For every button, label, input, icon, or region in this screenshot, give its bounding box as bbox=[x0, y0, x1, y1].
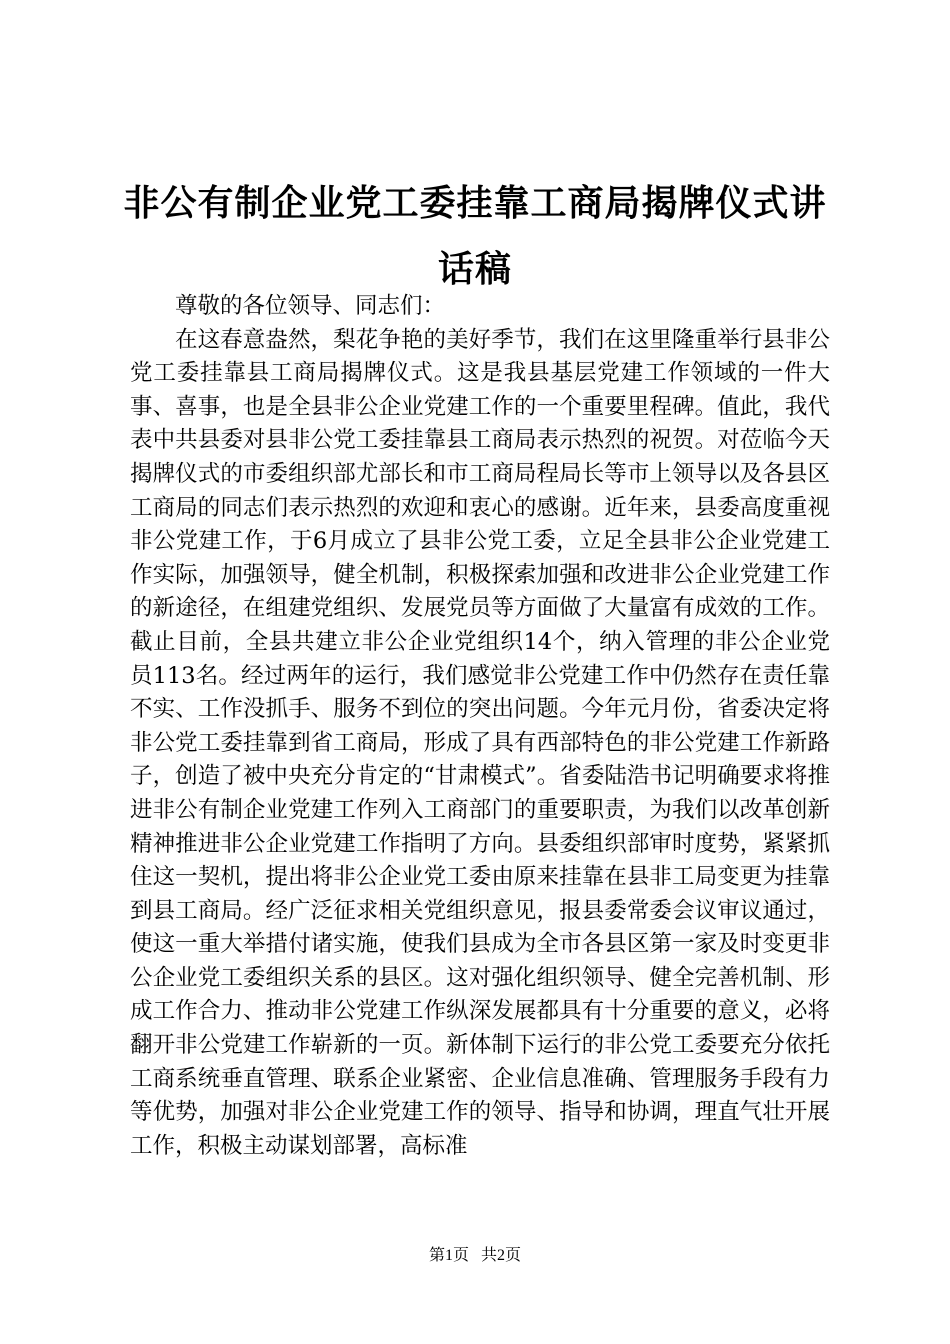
body-paragraph: 在这春意盎然，梨花争艳的美好季节，我们在这里隆重举行县非公党工委挂靠县工商局揭牌仪式。这是我县基层党建工作领域的一件大事、喜事，也是全县非公企业党建工作的一个重要里程碑。值此，我代表中共县委对县非公党工委挂靠县工商局表示热烈的祝贺。对莅临今天揭牌仪式的市委组织部尤部长和市工商局程局长等市上领导以及各县区工商局的同志们表示热烈的欢迎和衷心的感谢。近年来，县委高度重视非公党建工作，于6月成立了县非公党工委，立足全县非公企业党建工作实际，加强领导，健全机制，积极探索加强和改进非公企业党建工作的新途径，在组建党组织、发展党员等方面做了大量富有成效的工作。截止目前，全县共建立非公企业党组织14个，纳入管理的非公企业党员113名。经过两年的运行，我们感觉非公党建工作中仍然存在责任靠不实、工作没抓手、服务不到位的突出问题。今年元月份，省委决定将非公党工委挂靠到省工商局，形成了具有西部特色的非公党建工作新路子，创造了被中央充分肯定的“甘肃模式”。省委陆浩书记明确要求将推进非公有制企业党建工作列入工商部门的重要职责，为我们以改革创新精神推进非公企业党建工作指明了方向。县委组织部审时度势，紧紧抓住这一契机，提出将非公企业党工委由原来挂靠在县非工局变更为挂靠到县工商局。经广泛征求相关党组织意见，报县委常委会议审议通过，使这一重大举措付诸实施，使我们县成为全市各县区第一家及时变更非公企业党工委组织关系的县区。这对强化组织领导、健全完善机制、形成工作合力、推动非公党建工作纵深发展都具有十分重要的意义，必将翻开非公党建工作崭新的一页。新体制下运行的非公党工委要充分依托工商系统垂直管理、联系企业紧密、企业信息准确、管理服务手段有力等优势，加强对非公企业党建工作的领导、指导和协调，理直气壮开展工作，积极主动谋划部署，高标准 bbox=[130, 326, 830, 1159]
page-title: 非公有制企业党工委挂靠工商局揭牌仪式讲话稿 bbox=[123, 182, 827, 290]
page-total: 共2页 bbox=[481, 1247, 522, 1264]
document-body bbox=[130, 290, 830, 1163]
page-number: 第1页 bbox=[428, 1247, 469, 1264]
page-footer bbox=[0, 1244, 950, 1268]
salutation: 尊敬的各位领导、同志们： bbox=[175, 293, 446, 319]
